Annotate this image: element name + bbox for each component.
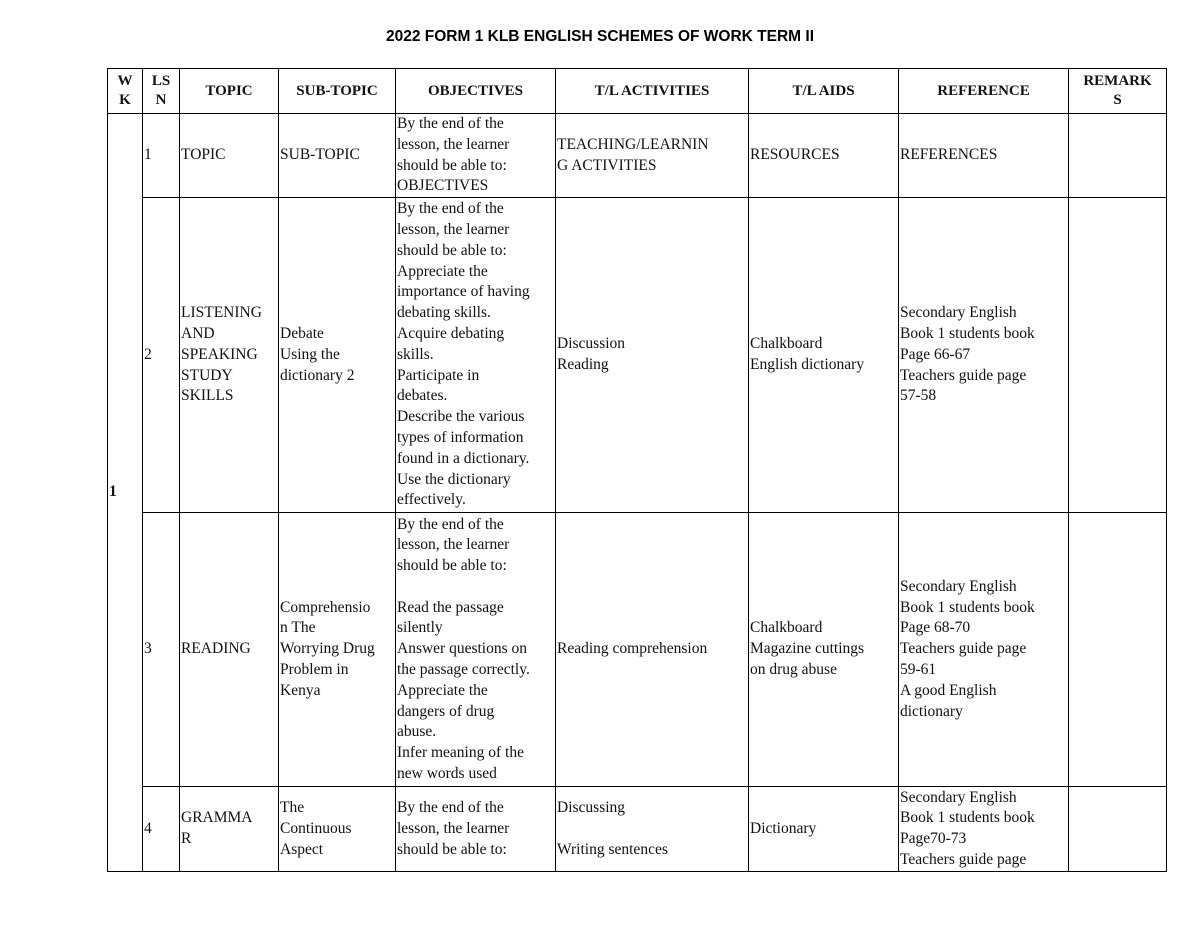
header-week: W K: [108, 69, 143, 114]
scheme-of-work-table: [107, 68, 1167, 872]
activities-cell: TEACHING/LEARNIN G ACTIVITIES: [556, 114, 749, 198]
aids-cell: Chalkboard Magazine cuttings on drug abuse: [749, 513, 899, 787]
table-row: [108, 114, 1167, 198]
week-number: 1: [108, 114, 143, 872]
remarks-cell: [1069, 787, 1167, 872]
header-objectives: OBJECTIVES: [396, 69, 556, 114]
lesson-number: 3: [143, 513, 180, 787]
topic-cell: GRAMMA R: [180, 787, 279, 872]
reference-cell: Secondary English Book 1 students book Page70-73 Teachers guide page: [899, 787, 1069, 872]
header-aids: T/L AIDS: [749, 69, 899, 114]
header-subtopic: SUB-TOPIC: [279, 69, 396, 114]
header-reference: REFERENCE: [899, 69, 1069, 114]
activities-cell: Reading comprehension: [556, 513, 749, 787]
lesson-number: 2: [143, 198, 180, 513]
activities-cell: Discussion Reading: [556, 198, 749, 513]
topic-cell: READING: [180, 513, 279, 787]
reference-cell: Secondary English Book 1 students book Page 66-67 Teachers guide page 57-58: [899, 198, 1069, 513]
aids-cell: RESOURCES: [749, 114, 899, 198]
remarks-cell: [1069, 114, 1167, 198]
header-remarks: REMARK S: [1069, 69, 1167, 114]
table-row: [108, 787, 1167, 872]
topic-cell: TOPIC: [180, 114, 279, 198]
remarks-cell: [1069, 198, 1167, 513]
table-row: [108, 513, 1167, 787]
document-title: 2022 FORM 1 KLB ENGLISH SCHEMES OF WORK TERM II: [385, 28, 814, 45]
reference-cell: REFERENCES: [899, 114, 1069, 198]
aids-cell: Dictionary: [749, 787, 899, 872]
objectives-cell: By the end of the lesson, the learner should be able to: Appreciate the importance of having debating skills. Acquire debating skills. Participate in debates. Describe the various types of information found in a dictionary. Use the dictionary effectively.: [396, 198, 556, 513]
header-topic: TOPIC: [180, 69, 279, 114]
subtopic-cell: Debate Using the dictionary 2: [279, 198, 396, 513]
objectives-cell: By the end of the lesson, the learner should be able to:: [396, 787, 556, 872]
remarks-cell: [1069, 513, 1167, 787]
lesson-number: 1: [143, 114, 180, 198]
lesson-number: 4: [143, 787, 180, 872]
header-lesson: LS N: [143, 69, 180, 114]
header-activities: T/L ACTIVITIES: [556, 69, 749, 114]
topic-cell: LISTENING AND SPEAKING STUDY SKILLS: [180, 198, 279, 513]
table-row: [108, 198, 1167, 513]
header-row: [108, 69, 1167, 114]
activities-cell: Discussing Writing sentences: [556, 787, 749, 872]
subtopic-cell: Comprehensio n The Worrying Drug Problem in Kenya: [279, 513, 396, 787]
subtopic-cell: SUB-TOPIC: [279, 114, 396, 198]
aids-cell: Chalkboard English dictionary: [749, 198, 899, 513]
objectives-cell: By the end of the lesson, the learner should be able to: OBJECTIVES: [396, 114, 556, 198]
subtopic-cell: The Continuous Aspect: [279, 787, 396, 872]
reference-cell: Secondary English Book 1 students book Page 68-70 Teachers guide page 59-61 A good English dictionary: [899, 513, 1069, 787]
objectives-cell: By the end of the lesson, the learner should be able to: Read the passage silently Answer questions on the passage correctly. Appreciate the dangers of drug abuse. Infer meaning of the new words used: [396, 513, 556, 787]
